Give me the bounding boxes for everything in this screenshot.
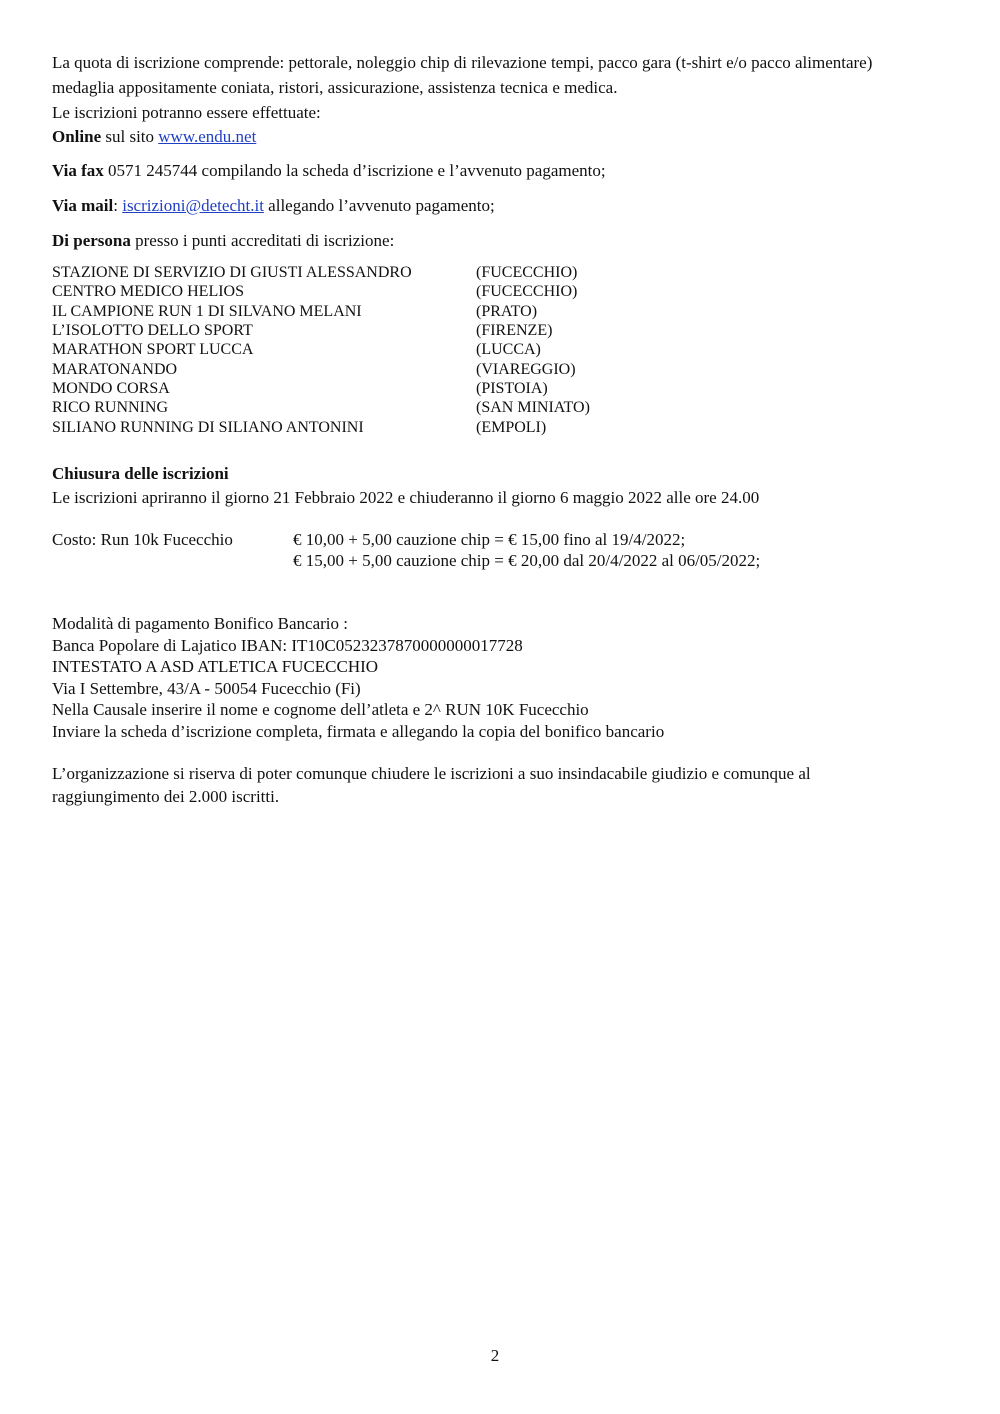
payment-line-1: Modalità di pagamento Bonifico Bancario : — [52, 614, 349, 633]
point-city: (FIRENZE) — [476, 322, 553, 339]
cost-label: Costo: Run 10k Fucecchio — [52, 530, 233, 549]
mail-text: allegando l’avvenuto pagamento; — [263, 196, 495, 215]
point-name: MONDO CORSA — [52, 380, 170, 397]
persona-label: Di persona — [52, 231, 131, 250]
closing-heading-text: Chiusura delle iscrizioni — [52, 464, 229, 483]
point-name: SILIANO RUNNING DI SILIANO ANTONINI — [52, 419, 364, 436]
online-text: sul sito — [101, 127, 159, 146]
payment-line-3: INTESTATO A ASD ATLETICA FUCECCHIO — [52, 657, 379, 676]
intro-line-1: La quota di iscrizione comprende: pettorale, noleggio chip di rilevazione tempi, pacco gara (t-shirt e/o pacco alimentare) — [52, 53, 873, 72]
point-name: MARATHON SPORT LUCCA — [52, 341, 254, 358]
point-city: (VIAREGGIO) — [476, 361, 576, 378]
payment-line-2: Banca Popolare di Lajatico IBAN: IT10C0523237870000000017728 — [52, 636, 523, 655]
mail-colon: : — [113, 196, 123, 215]
payment-line-5: Nella Causale inserire il nome e cognome dell’atleta e 2^ RUN 10K Fucecchio — [52, 700, 589, 719]
point-city: (PISTOIA) — [476, 380, 548, 397]
point-city: (FUCECCHIO) — [476, 283, 578, 300]
page-number: 2 — [490, 1346, 500, 1365]
fax-text: 0571 245744 compilando la scheda d’iscrizione e l’avvenuto pagamento; — [103, 161, 606, 180]
point-city: (LUCCA) — [476, 341, 541, 358]
point-name: CENTRO MEDICO HELIOS — [52, 283, 244, 300]
fax-line — [52, 160, 606, 182]
note-line-2: raggiungimento dei 2.000 iscritti. — [52, 787, 280, 806]
closing-text: Le iscrizioni apriranno il giorno 21 Febbraio 2022 e chiuderanno il giorno 6 maggio 2022 alle ore 24.00 — [52, 488, 760, 507]
payment-line-6: Inviare la scheda d’iscrizione completa, firmata e allegando la copia del bonifico bancario — [52, 722, 665, 741]
endu-link[interactable]: www.endu.net — [158, 127, 257, 146]
closing-heading — [52, 463, 229, 485]
mail-line — [52, 195, 495, 217]
point-name: L’ISOLOTTO DELLO SPORT — [52, 322, 253, 339]
note-line-1: L’organizzazione si riserva di poter comunque chiudere le iscrizioni a suo insindacabile giudizio e comunque al — [52, 764, 811, 783]
cost-price-2: € 15,00 + 5,00 cauzione chip = € 20,00 dal 20/4/2022 al 06/05/2022; — [293, 551, 761, 570]
point-city: (PRATO) — [476, 303, 538, 320]
point-city: (EMPOLI) — [476, 419, 547, 436]
online-label: Online — [52, 127, 102, 146]
intro-line-2: medaglia appositamente coniata, ristori, assicurazione, assistenza tecnica e medica. — [52, 78, 618, 97]
point-city: (SAN MINIATO) — [476, 399, 590, 416]
point-name: RICO RUNNING — [52, 399, 168, 416]
email-link[interactable]: iscrizioni@detecht.it — [122, 196, 264, 215]
online-line — [52, 126, 256, 148]
point-city: (FUCECCHIO) — [476, 264, 578, 281]
point-name: MARATONANDO — [52, 361, 178, 378]
intro-line-3: Le iscrizioni potranno essere effettuate: — [52, 103, 321, 122]
persona-text: presso i punti accreditati di iscrizione: — [130, 231, 395, 250]
fax-label: Via fax — [52, 161, 104, 180]
mail-label: Via mail — [52, 196, 114, 215]
payment-line-4: Via I Settembre, 43/A - 50054 Fucecchio (Fi) — [52, 679, 361, 698]
persona-line — [52, 230, 394, 252]
point-name: STAZIONE DI SERVIZIO DI GIUSTI ALESSANDRO — [52, 264, 412, 281]
point-name: IL CAMPIONE RUN 1 DI SILVANO MELANI — [52, 303, 362, 320]
cost-price-1: € 10,00 + 5,00 cauzione chip = € 15,00 fino al 19/4/2022; — [293, 530, 686, 549]
